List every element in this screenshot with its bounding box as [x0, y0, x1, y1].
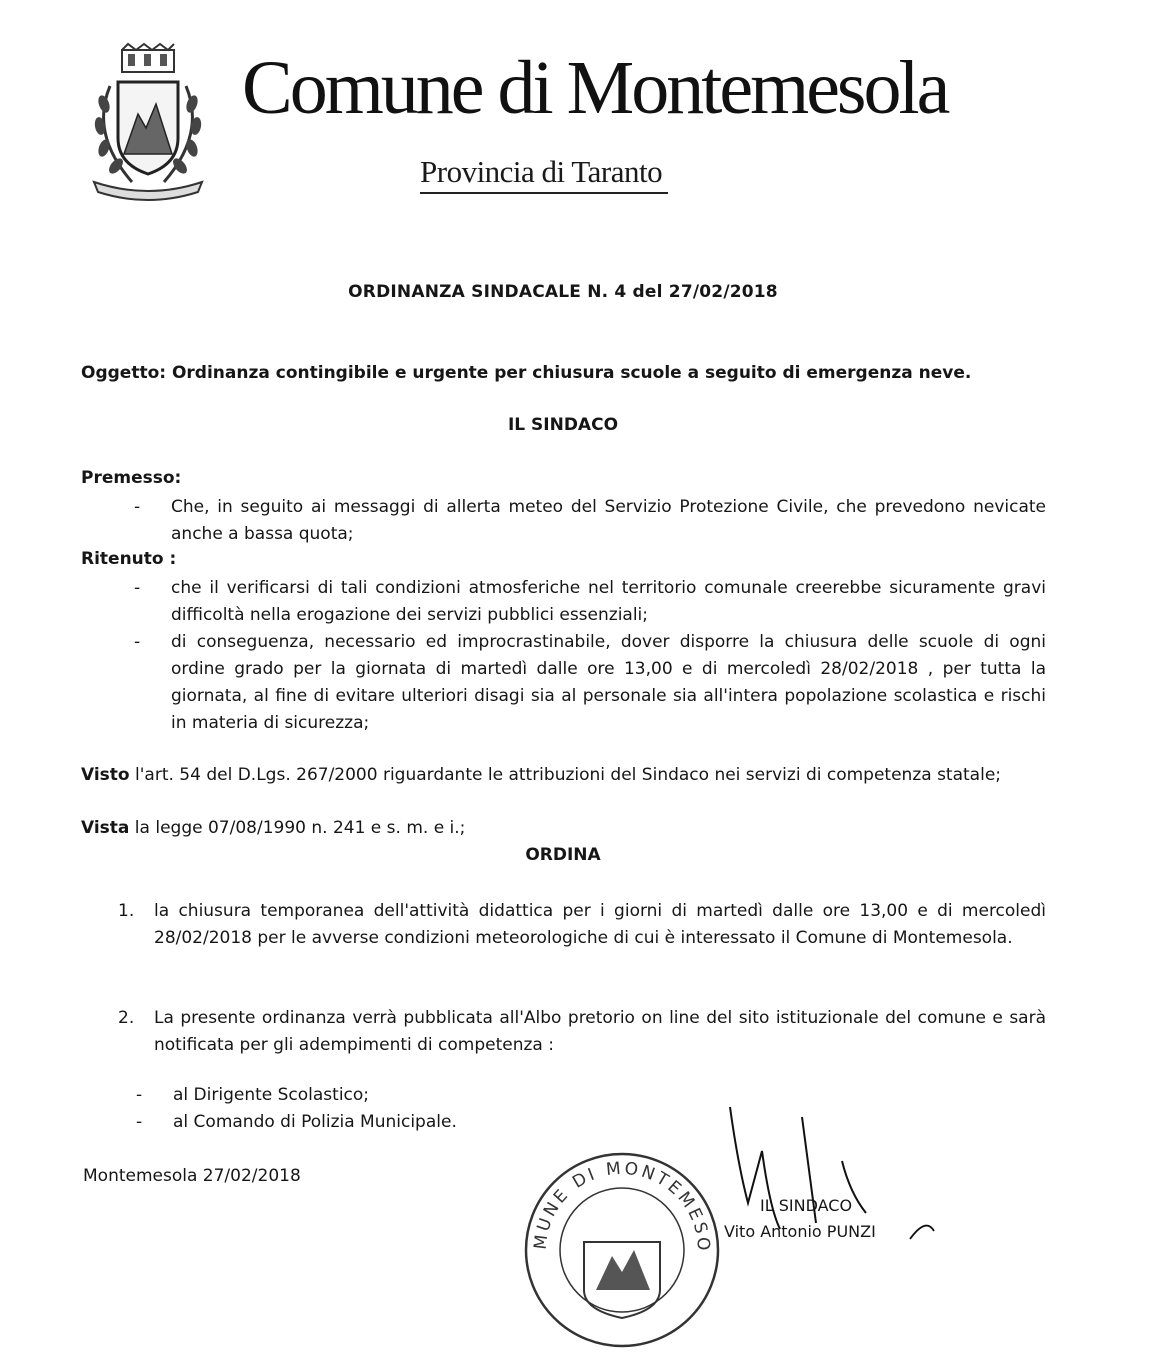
item-number: 1. — [118, 901, 135, 921]
premesso-label: Premesso: — [81, 468, 182, 488]
province-name: Provincia di Taranto — [420, 154, 668, 194]
bullet-dash: - — [134, 497, 141, 517]
bullet-dash: - — [134, 578, 141, 598]
bullet-dash: - — [136, 1085, 143, 1105]
visto-text: l'art. 54 del D.Lgs. 267/2000 riguardante le attribuzioni del Sindaco nei servizi di competenza statale; — [129, 765, 1002, 785]
vista-line — [81, 818, 465, 838]
svg-text:COMUNE DI MONTEMESOLA — [522, 1150, 713, 1254]
ordinance-title: ORDINANZA SINDACALE N. 4 del 27/02/2018 — [348, 282, 778, 302]
ordina-item — [118, 898, 1046, 952]
bullet-dash: - — [136, 1112, 143, 1132]
coat-of-arms-icon — [84, 42, 212, 202]
recipient-text: al Dirigente Scolastico; — [173, 1085, 370, 1105]
stamp-text: MUNE DI MONTEMESO — [530, 1158, 714, 1255]
signatory-name: Vito Antonio PUNZI — [724, 1222, 876, 1241]
item-number: 2. — [118, 1008, 135, 1028]
premesso-item-text: Che, in seguito ai messaggi di allerta meteo del Servizio Protezione Civile, che prevedono nevicate anche a bassa quota; — [171, 497, 1046, 544]
ordina-heading: ORDINA — [525, 845, 601, 865]
premesso-item — [134, 494, 1046, 548]
vista-label: Vista — [81, 818, 130, 838]
signatory-title: IL SINDACO — [760, 1196, 853, 1215]
vista-text: la legge 07/08/1990 n. 241 e s. m. e i.; — [129, 818, 466, 838]
ritenuto-item-text: di conseguenza, necessario ed improcrastinabile, dover disporre la chiusura delle scuole di ogni ordine grado per la giornata di martedì dalle ore 13,00 e di mercoledì 28/02/2018 , per tutta la giornata, al fine di evitare ulteriori disagi sia al personale sia all'intera popolazione scolastica e rischi in materia di sicurezza; — [171, 632, 1046, 733]
municipality-name: Comune di Montemesola — [242, 46, 948, 130]
ritenuto-item-text: che il verificarsi di tali condizioni atmosferiche nel territorio comunale creerebbe sicuramente gravi difficoltà nella erogazione dei servizi pubblici essenziali; — [171, 578, 1046, 625]
ritenuto-label: Ritenuto : — [81, 549, 177, 569]
ordina-item — [118, 1005, 1046, 1059]
recipient-item — [136, 1085, 369, 1105]
ordina-item-text: la chiusura temporanea dell'attività didattica per i giorni di martedì dalle ore 13,00 e di mercoledì 28/02/2018 per le avverse condizioni meteorologiche di cui è interessato il Comune di Montemesola. — [154, 901, 1046, 948]
bullet-dash: - — [134, 632, 141, 652]
ordina-item-text: La presente ordinanza verrà pubblicata all'Albo pretorio on line del sito istituzionale del comune e sarà notificata per gli adempimenti di competenza : — [154, 1008, 1046, 1055]
mayor-heading: IL SINDACO — [507, 415, 619, 435]
ritenuto-item — [134, 629, 1046, 737]
official-stamp-icon — [522, 1150, 722, 1350]
place-date: Montemesola 27/02/2018 — [83, 1166, 301, 1186]
ritenuto-item — [134, 575, 1046, 629]
ordinance-subject: Oggetto: Ordinanza contingibile e urgente per chiusura scuole a seguito di emergenza neve. — [81, 363, 972, 383]
visto-line — [81, 765, 1001, 785]
recipient-text: al Comando di Polizia Municipale. — [173, 1112, 457, 1132]
recipient-item — [136, 1112, 457, 1132]
visto-label: Visto — [81, 765, 130, 785]
